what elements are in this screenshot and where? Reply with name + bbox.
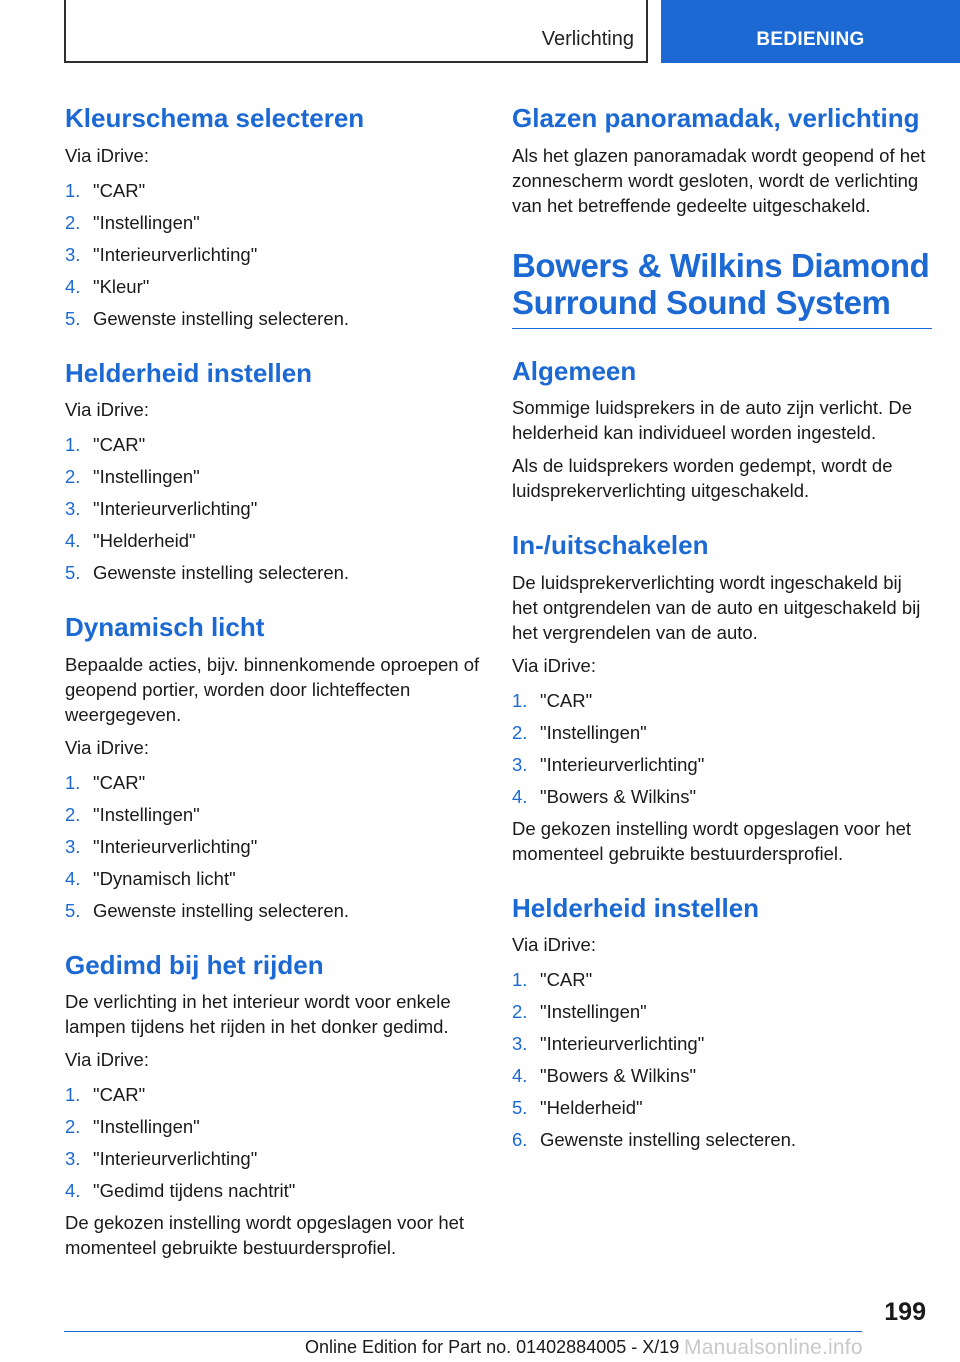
body-text: Als de luidsprekers worden gedempt, wordt de luidsprekerverlichting uitgeschakeld. [512,455,893,502]
footer-divider [64,1331,862,1332]
list-item [65,560,485,585]
section-title: Dynamisch licht [65,612,265,643]
header-section-label: Verlichting [541,28,634,50]
list-item [65,866,485,891]
list-item [65,432,485,457]
step-text: "Instellingen" [93,466,200,488]
list-item [65,274,485,299]
step-text: "Instellingen" [93,1116,200,1138]
step-text: "Instellingen" [540,1001,647,1023]
step-text: "Bowers & Wilkins" [540,785,697,807]
step-text: Gewenste instelling selecteren. [93,899,350,921]
step-list [65,770,485,923]
step-text: "Instellingen" [93,803,200,825]
step-number: 2. [512,721,528,743]
step-number: 3. [65,835,81,857]
step-number: 4. [65,1180,81,1202]
list-item [512,999,932,1024]
list-item [512,752,932,777]
step-number: 2. [65,1116,81,1138]
list-item [65,802,485,827]
step-text: "Gedimd tijdens nachtrit" [93,1180,296,1202]
section-title: Helderheid instellen [512,892,760,923]
step-number: 3. [65,498,81,520]
step-number: 2. [512,1001,528,1023]
step-text: "Interieurverlichting" [93,1148,258,1170]
list-item [65,1178,485,1203]
list-item [512,720,932,745]
step-number: 3. [65,243,81,265]
step-number: 3. [512,1033,528,1055]
body-text: Bepaalde acties, bijv. binnenkomende oproepen of geopend portier, worden door lichteffecten weergegeven. [65,653,480,725]
section-gedimd-bij-rijden [65,951,485,1261]
list-item [65,496,485,521]
list-item [512,1063,932,1088]
watermark: Manualsonline.info [684,1336,863,1359]
step-text: "CAR" [540,969,593,991]
step-number: 1. [65,179,81,201]
section-kleurschema [65,104,485,331]
step-number: 5. [512,1097,528,1119]
list-item [65,1146,485,1171]
list-item [65,770,485,795]
step-number: 4. [512,1065,528,1087]
step-list [65,1082,485,1203]
step-text: Gewenste instelling selecteren. [540,1129,797,1151]
section-title: In-/uitschakelen [512,530,709,561]
list-item [65,242,485,267]
list-item [512,967,932,992]
step-text: Gewenste instelling selecteren. [93,562,350,584]
section-helderheid [65,359,485,586]
step-number: 4. [65,867,81,889]
list-item [65,210,485,235]
list-item [65,834,485,859]
body-text: De gekozen instelling wordt opgeslagen voor het momenteel gebruikte bestuurdersprofiel. [512,817,912,864]
step-list [65,432,485,585]
step-text: "Helderheid" [93,530,196,552]
via-idrive-text: Via iDrive: [65,1049,149,1071]
step-number: 2. [65,803,81,825]
list-item [512,1031,932,1056]
step-number: 3. [512,753,528,775]
section-panoramadak [512,104,932,218]
left-column [65,100,485,1268]
step-text: "Kleur" [93,275,150,297]
via-idrive-text: Via iDrive: [65,736,149,758]
body-text: Als het glazen panoramadak wordt geopend of het zonnescherm wordt gesloten, wordt de verlichting van het betreffende gedeelte uitgeschakeld. [512,144,926,216]
section-title: Gedimd bij het rijden [65,949,324,980]
list-item [512,784,932,809]
right-column [512,100,932,1159]
step-text: "Instellingen" [540,721,647,743]
body-text: Sommige luidsprekers in de auto zijn verlicht. De helderheid kan individueel worden ingesteld. [512,397,912,444]
step-number: 1. [512,689,528,711]
step-number: 6. [512,1129,528,1151]
list-item [65,898,485,923]
step-number: 5. [65,899,81,921]
section-title: Helderheid instellen [65,357,313,388]
section-dynamisch-licht [65,613,485,923]
step-text: "Interieurverlichting" [540,753,705,775]
step-text: "CAR" [93,771,146,793]
section-title: Kleurschema selecteren [65,103,365,133]
step-number: 3. [65,1148,81,1170]
step-number: 4. [512,785,528,807]
step-text: "Interieurverlichting" [93,498,258,520]
section-algemeen [512,357,932,504]
body-text: De luidsprekerverlichting wordt ingeschakeld bij het ontgrendelen van de auto en uitgeschakeld bij het vergrendelen van de auto. [512,571,921,643]
list-item [512,1127,932,1152]
via-idrive-text: Via iDrive: [512,654,596,676]
step-number: 1. [512,969,528,991]
via-idrive-text: Via iDrive: [65,144,149,166]
section-helderheid-bw [512,894,932,1153]
list-item [512,1095,932,1120]
list-item [512,688,932,713]
via-idrive-text: Via iDrive: [512,934,596,956]
step-text: Gewenste instelling selecteren. [93,307,350,329]
step-number: 2. [65,466,81,488]
section-in-uitschakelen [512,531,932,866]
step-text: "CAR" [540,689,593,711]
list-item [65,306,485,331]
page-number: 199 [884,1298,926,1326]
via-idrive-text: Via iDrive: [65,399,149,421]
step-text: "Interieurverlichting" [93,243,258,265]
step-number: 4. [65,530,81,552]
body-text: De verlichting in het interieur wordt voor enkele lampen tijdens het rijden in het donker gedimd. [65,991,451,1038]
list-item [65,1082,485,1107]
list-item [65,1114,485,1139]
step-number: 4. [65,275,81,297]
step-text: "Interieurverlichting" [93,835,258,857]
header-chapter-label: BEDIENING [756,29,865,50]
step-text: "Bowers & Wilkins" [540,1065,697,1087]
step-number: 1. [65,771,81,793]
step-number: 1. [65,1084,81,1106]
step-number: 5. [65,307,81,329]
list-item [65,178,485,203]
step-text: "Dynamisch licht" [93,867,236,889]
step-text: "CAR" [93,434,146,456]
header-chapter-tab [661,0,960,63]
step-text: "CAR" [93,179,146,201]
section-title: Algemeen [512,355,637,386]
step-number: 5. [65,562,81,584]
chapter-title: Bowers & Wilkins Diamond Surround Sound System [512,248,932,329]
header-section-tab [64,0,648,63]
step-list [65,178,485,331]
footer-edition-text: Online Edition for Part no. 01402884005 - X/19 [305,1337,680,1357]
step-text: "Instellingen" [93,211,200,233]
step-number: 2. [65,211,81,233]
list-item [65,464,485,489]
step-text: "Interieurverlichting" [540,1033,705,1055]
step-text: "CAR" [93,1084,146,1106]
step-text: "Helderheid" [540,1097,643,1119]
step-list [512,688,932,809]
step-list [512,967,932,1152]
list-item [65,528,485,553]
step-number: 1. [65,434,81,456]
body-text: De gekozen instelling wordt opgeslagen voor het momenteel gebruikte bestuurdersprofiel. [65,1212,465,1259]
section-title: Glazen panoramadak, verlichting [512,103,920,133]
